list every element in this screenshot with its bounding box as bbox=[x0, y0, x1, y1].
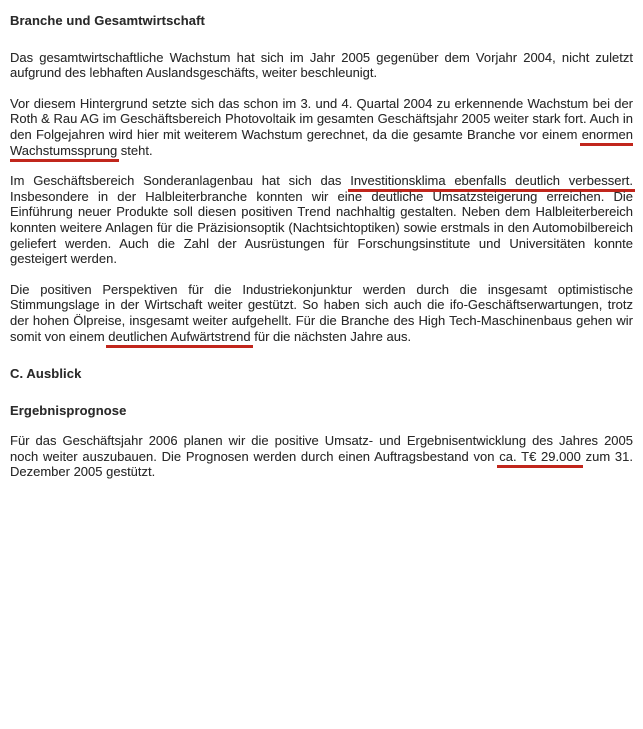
red-underline-annotation-wachstumssprung: enormen Wachstumssprung bbox=[10, 127, 633, 162]
paragraph-text: Im Geschäftsbereich Sonderanlagenbau hat sich das bbox=[10, 173, 351, 189]
paragraph-photovoltaik bbox=[10, 96, 633, 158]
red-underline-annotation-aufwaertstrend: deutlichen Aufwärtstrend bbox=[106, 329, 252, 348]
paragraph-text: steht. bbox=[117, 142, 153, 158]
paragraph-sonderanlagenbau bbox=[10, 173, 633, 267]
red-underline-annotation-investitionsklima: Investitionsklima ebenfalls deutlich verbessert. bbox=[348, 173, 635, 192]
paragraph-text: Für das Geschäftsjahr 2006 planen wir die positive Umsatz- und Ergebnisentwicklung des Jahres 2005 noch weiter auszubauen. Die Prognosen werden durch einen Auftragsbestand von bbox=[10, 433, 633, 464]
paragraph-gesamtwirtschaft bbox=[10, 50, 633, 81]
paragraph-industriekonjunktur bbox=[10, 282, 633, 344]
paragraph-text: Insbesondere in der Halbleiterbranche konnten wir eine deutliche Umsatzsteigerung erreichen. Die Einführung neuer Produkte soll diesen positiven Trend nachhaltig gestalten. Neben dem Halbleiterbereich konnten weitere Anlagen für die Präzisionsoptik (Nachtsichtoptiken) sowie erstmals in den Automobilbereich geliefert werden. Auch die Zahl der Ausrüstungen für Forschungsinstitute und Universitäten konnte gesteigert werden. bbox=[10, 188, 633, 267]
paragraph-text: Die positiven Perspektiven für die Industriekonjunktur werden durch die insgesamt optimistische Stimmungslage in der Wirtschaft weiter gestützt. So haben sich auch die ifo-Geschäftserwartungen, trotz der hohen Ölpreise, insgesamt weiter aufgehellt. Für die Branche des High Tech-Maschinenbaus gehen wir somit von einem bbox=[10, 281, 633, 344]
heading-ergebnisprognose: Ergebnisprognose bbox=[10, 402, 127, 418]
paragraph-text: Vor diesem Hintergrund setzte sich das schon im 3. und 4. Quartal 2004 zu erkennende Wachstum bei der Roth & Rau AG im Geschäftsbereich Photovoltaik im gesamten Geschäftsjahr 2005 weiter stark fort. Auch in den Folgejahren wird hier mit weiterem Wachstum gerechnet, da die gesamte Branche vor einem bbox=[10, 95, 633, 142]
red-underline-annotation-auftragsbestand: ca. T€ 29.000 bbox=[497, 449, 583, 468]
heading-c-ausblick: C. Ausblick bbox=[10, 366, 82, 382]
paragraph-text: Das gesamtwirtschaftliche Wachstum hat sich im Jahr 2005 gegenüber dem Vorjahr 2004, nicht zuletzt aufgrund des lebhaften Auslandsgeschäfts, weiter beschleunigt. bbox=[10, 49, 633, 81]
paragraph-text: für die nächsten Jahre aus. bbox=[250, 328, 412, 344]
paragraph-prognose bbox=[10, 433, 633, 480]
heading-branche-und-gesamtwirtschaft: Branche und Gesamtwirtschaft bbox=[10, 13, 205, 28]
paragraph-text: zum 31. Dezember 2005 gestützt. bbox=[10, 448, 633, 480]
